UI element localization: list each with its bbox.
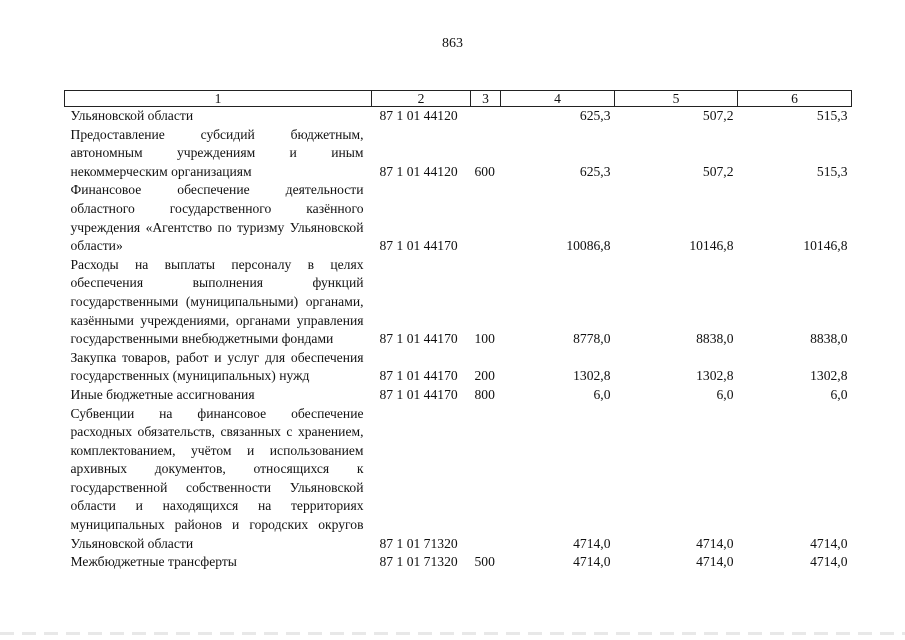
- row-name: Закупка товаров, работ и услуг для обеспечения государственных (муниципальных) нужд: [70, 349, 364, 384]
- column-header-4: 4: [501, 91, 615, 107]
- table-row: [65, 349, 852, 386]
- page-number: 863: [442, 36, 463, 51]
- row-value-5: 507,2: [702, 108, 734, 123]
- row-value-5: 1302,8: [696, 368, 734, 384]
- row-value-6: 10146,8: [803, 238, 848, 254]
- row-value-6: 1302,8: [810, 368, 848, 384]
- column-header-6: 6: [738, 91, 852, 107]
- row-name: Финансовое обеспечение деятельности областного государственного казённого учреждения «Агентство по туризму Ульяновской области»: [70, 182, 364, 254]
- row-value-5: 6,0: [716, 386, 734, 402]
- table-row: [65, 553, 852, 572]
- table-row: [65, 256, 852, 349]
- row-code: 87 1 01 71320: [379, 554, 458, 570]
- row-value-5: 10146,8: [689, 238, 734, 254]
- row-type: 800: [474, 386, 495, 402]
- row-name: Субвенции на финансовое обеспечение расходных обязательств, связанных с хранением, комплектованием, учётом и использованием архивных документов, относящихся к государственной собственности Ульяновской области и находящихся на территориях муниципальных районов и городских округов Ульяновской области: [70, 405, 364, 551]
- row-value-4: 8778,0: [573, 331, 611, 347]
- row-type: 100: [474, 331, 495, 347]
- row-code: 87 1 01 44170: [379, 238, 458, 254]
- row-value-6: 515,3: [816, 108, 848, 123]
- row-type: 200: [474, 368, 495, 384]
- row-value-6: 4714,0: [810, 554, 848, 570]
- row-type: 600: [474, 163, 495, 179]
- row-value-4: 4714,0: [573, 554, 611, 570]
- row-code: 87 1 01 44170: [379, 368, 458, 384]
- row-type: [471, 107, 501, 126]
- column-header-1: 1: [65, 91, 372, 107]
- column-header-5: 5: [615, 91, 738, 107]
- row-name: Расходы на выплаты персоналу в целях обеспечения выполнения функций государственными (муниципальными) органами, казёнными учреждениями, органами управления государственными внебюджетными фондами: [70, 256, 364, 347]
- column-header-2: 2: [372, 91, 471, 107]
- table-row: [65, 107, 852, 126]
- row-value-5: 8838,0: [696, 331, 734, 347]
- row-type: 500: [474, 554, 495, 570]
- row-name: Ульяновской области: [70, 108, 194, 123]
- row-code: 87 1 01 44120: [379, 163, 458, 179]
- row-value-4: 625,3: [579, 108, 611, 123]
- row-value-5: 4714,0: [696, 535, 734, 551]
- table-row: [65, 405, 852, 554]
- column-header-3: 3: [471, 91, 501, 107]
- row-code: 87 1 01 71320: [379, 535, 458, 551]
- row-value-4: 6,0: [593, 386, 611, 402]
- row-value-4: 1302,8: [573, 368, 611, 384]
- scan-edge-artifact: [0, 632, 905, 635]
- row-value-4: 625,3: [579, 163, 611, 179]
- header-row: [65, 91, 852, 107]
- table-row: [65, 386, 852, 405]
- row-value-6: 4714,0: [810, 535, 848, 551]
- row-value-6: 6,0: [830, 386, 848, 402]
- row-value-6: 515,3: [816, 163, 848, 179]
- budget-table: [64, 90, 852, 572]
- row-type: [471, 181, 501, 255]
- row-name: Иные бюджетные ассигнования: [70, 386, 255, 402]
- row-code: 87 1 01 44170: [379, 331, 458, 347]
- table-row: [65, 181, 852, 255]
- row-name: Межбюджетные трансферты: [70, 554, 237, 570]
- row-name: Предоставление субсидий бюджетным, автономным учреждениям и иным некоммерческим организациям: [70, 126, 364, 179]
- row-value-4: 10086,8: [566, 238, 611, 254]
- row-code: 87 1 01 44170: [379, 386, 458, 402]
- row-type: [471, 405, 501, 554]
- table-row: [65, 126, 852, 182]
- row-value-5: 507,2: [702, 163, 734, 179]
- row-value-6: 8838,0: [810, 331, 848, 347]
- row-value-4: 4714,0: [573, 535, 611, 551]
- row-code: 87 1 01 44120: [379, 108, 458, 123]
- row-value-5: 4714,0: [696, 554, 734, 570]
